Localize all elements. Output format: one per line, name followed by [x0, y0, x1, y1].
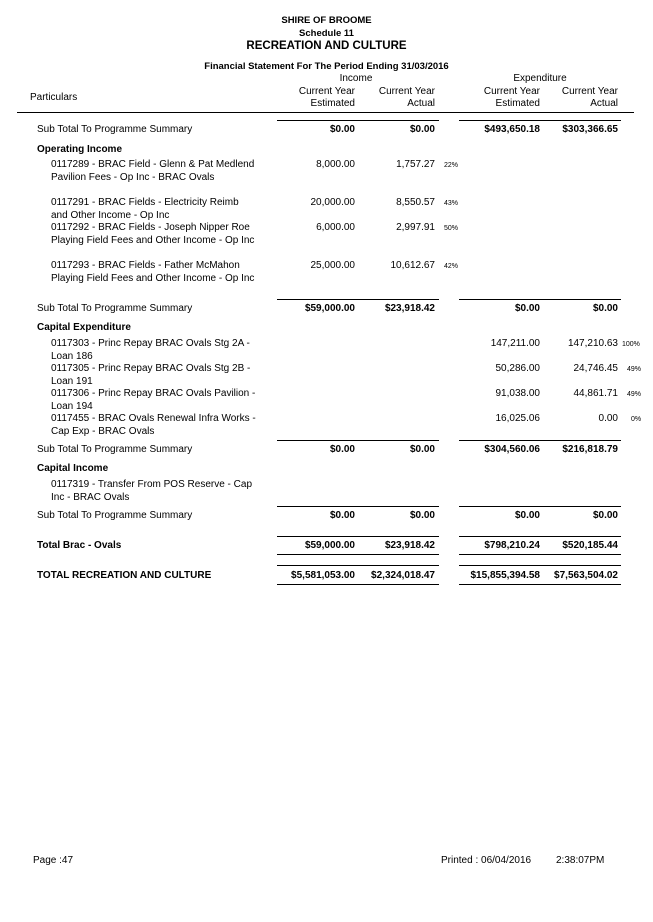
total-rule	[459, 536, 543, 537]
total-brac-income-actual: $23,918.42	[384, 540, 435, 551]
subtotal-rule	[277, 120, 359, 121]
line-item-exp-estimated: 16,025.06	[495, 413, 540, 424]
page-title: RECREATION AND CULTURE	[246, 40, 407, 52]
income-act-header-1: Current Year	[378, 86, 435, 97]
subtotal-exp-estimated: $493,650.18	[484, 124, 540, 135]
subtotal-exp-estimated: $0.00	[514, 510, 540, 521]
line-item-exp-estimated: 50,286.00	[495, 363, 540, 374]
page-subtitle: Financial Statement For The Period Ending 31/03/2016	[204, 61, 449, 72]
grand-total-income-actual: $2,324,018.47	[371, 570, 435, 581]
line-item-description: 0117292 - BRAC Fields - Joseph Nipper Roe Playing Field Fees and Other Income - Op Inc	[51, 222, 255, 246]
subtotal-exp-actual: $0.00	[592, 303, 618, 314]
income-est-header-1: Current Year	[298, 86, 355, 97]
subtotal-label: Sub Total To Programme Summary	[37, 124, 193, 135]
line-item-description: 0117303 - Princ Repay BRAC Ovals Stg 2A - Loan 186	[51, 338, 250, 362]
section-title-capital-income: Capital Income	[37, 463, 109, 474]
line-item-exp-estimated: 91,038.00	[495, 388, 540, 399]
line-item-percent: 49%	[627, 391, 642, 398]
grand-total-label: TOTAL RECREATION AND CULTURE	[37, 570, 212, 581]
line-item-percent: 0%	[631, 416, 642, 423]
subtotal-label: Sub Total To Programme Summary	[37, 510, 193, 521]
total-rule	[359, 536, 439, 537]
schedule-label: Schedule 11	[299, 28, 354, 39]
line-item-income-actual: 10,612.67	[390, 260, 435, 271]
printed-time: 2:38:07PM	[556, 855, 605, 866]
exp-est-header-2: Estimated	[495, 98, 540, 109]
line-item-description: 0117305 - Princ Repay BRAC Ovals Stg 2B - Loan 191	[51, 363, 251, 387]
total-brac-label: Total Brac - Ovals	[37, 540, 122, 551]
subtotal-rule	[359, 299, 439, 300]
line-item-percent: 42%	[444, 263, 459, 270]
org-name: SHIRE OF BROOME	[281, 15, 372, 26]
subtotal-income-actual: $0.00	[409, 444, 435, 455]
subtotal-rule	[543, 299, 621, 300]
subtotal-exp-actual: $0.00	[592, 510, 618, 521]
line-item-description: 0117319 - Transfer From POS Reserve - Cap Inc - BRAC Ovals	[51, 479, 253, 503]
exp-act-header-1: Current Year	[561, 86, 618, 97]
subtotal-rule	[543, 440, 621, 441]
grand-total-rule	[459, 565, 543, 566]
exp-act-header-2: Actual	[590, 98, 618, 109]
total-rule	[277, 536, 359, 537]
line-item-percent: 22%	[444, 162, 459, 169]
subtotal-income-estimated: $59,000.00	[304, 303, 355, 314]
section-title-operating-income: Operating Income	[37, 144, 123, 155]
grand-total-rule	[543, 565, 621, 566]
line-item-income-actual: 2,997.91	[396, 222, 435, 233]
subtotal-exp-estimated: $0.00	[514, 303, 540, 314]
grand-total-rule	[359, 565, 439, 566]
subtotal-income-estimated: $0.00	[329, 510, 355, 521]
line-item-percent: 43%	[444, 200, 459, 207]
total-underline	[359, 554, 439, 555]
line-item-exp-estimated: 147,211.00	[490, 338, 540, 349]
expenditure-header: Expenditure	[513, 73, 567, 84]
line-item-income-estimated: 25,000.00	[310, 260, 355, 271]
subtotal-rule	[359, 120, 439, 121]
line-item-description: 0117293 - BRAC Fields - Father McMahon Playing Field Fees and Other Income - Op Inc	[51, 260, 255, 284]
subtotal-label: Sub Total To Programme Summary	[37, 303, 193, 314]
line-item-description: 0117455 - BRAC Ovals Renewal Infra Works - Cap Exp - BRAC Ovals	[51, 413, 256, 437]
subtotal-rule	[359, 506, 439, 507]
line-item-description: 0117289 - BRAC Field - Glenn & Pat Medlend Pavilion Fees - Op Inc - BRAC Ovals	[51, 159, 255, 183]
income-act-header-2: Actual	[407, 98, 435, 109]
subtotal-rule	[459, 506, 543, 507]
subtotal-label: Sub Total To Programme Summary	[37, 444, 193, 455]
page-number: Page :47	[33, 855, 74, 866]
line-item-exp-actual: 44,861.71	[573, 388, 618, 399]
printed-date: Printed : 06/04/2016	[441, 855, 532, 866]
line-item-percent: 100%	[622, 341, 640, 348]
line-item-income-estimated: 20,000.00	[310, 197, 355, 208]
grand-total-underline	[359, 584, 439, 585]
subtotal-rule	[543, 506, 621, 507]
line-item-exp-actual: 147,210.63	[567, 338, 618, 349]
subtotal-rule	[277, 506, 359, 507]
total-underline	[277, 554, 359, 555]
line-item-exp-actual: 24,746.45	[573, 363, 618, 374]
line-item-income-estimated: 8,000.00	[316, 159, 355, 170]
subtotal-rule	[277, 299, 359, 300]
grand-total-underline	[543, 584, 621, 585]
exp-est-header-1: Current Year	[483, 86, 540, 97]
total-underline	[543, 554, 621, 555]
total-underline	[459, 554, 543, 555]
subtotal-income-estimated: $0.00	[329, 444, 355, 455]
grand-total-rule	[277, 565, 359, 566]
line-item-percent: 49%	[627, 366, 642, 373]
subtotal-income-estimated: $0.00	[329, 124, 355, 135]
subtotal-income-actual: $23,918.42	[384, 303, 435, 314]
section-title-capital-expenditure: Capital Expenditure	[37, 322, 131, 333]
subtotal-exp-actual: $303,366.65	[562, 124, 618, 135]
grand-total-income-estimated: $5,581,053.00	[291, 570, 355, 581]
subtotal-exp-estimated: $304,560.06	[484, 444, 540, 455]
subtotal-rule	[359, 440, 439, 441]
grand-total-exp-estimated: $15,855,394.58	[470, 570, 540, 581]
line-item-description: 0117291 - BRAC Fields - Electricity Reimb and Other Income - Op Inc	[51, 197, 239, 221]
particulars-header: Particulars	[30, 92, 78, 103]
total-brac-income-estimated: $59,000.00	[304, 540, 355, 551]
total-brac-exp-actual: $520,185.44	[562, 540, 618, 551]
header-rule	[17, 112, 634, 113]
subtotal-rule	[459, 299, 543, 300]
line-item-income-actual: 8,550.57	[396, 197, 435, 208]
subtotal-income-actual: $0.00	[409, 124, 435, 135]
total-rule	[543, 536, 621, 537]
subtotal-rule	[277, 440, 359, 441]
grand-total-underline	[277, 584, 359, 585]
line-item-income-actual: 1,757.27	[396, 159, 435, 170]
line-item-exp-actual: 0.00	[598, 413, 618, 424]
line-item-percent: 50%	[444, 225, 459, 232]
subtotal-rule	[459, 440, 543, 441]
total-brac-exp-estimated: $798,210.24	[484, 540, 540, 551]
line-item-income-estimated: 6,000.00	[316, 222, 355, 233]
grand-total-exp-actual: $7,563,504.02	[554, 570, 618, 581]
income-header: Income	[339, 73, 373, 84]
subtotal-income-actual: $0.00	[409, 510, 435, 521]
subtotal-rule	[459, 120, 543, 121]
income-est-header-2: Estimated	[310, 98, 355, 109]
line-item-description: 0117306 - Princ Repay BRAC Ovals Pavilion - Loan 194	[51, 388, 256, 412]
subtotal-exp-actual: $216,818.79	[562, 444, 618, 455]
subtotal-rule	[543, 120, 621, 121]
grand-total-underline	[459, 584, 543, 585]
